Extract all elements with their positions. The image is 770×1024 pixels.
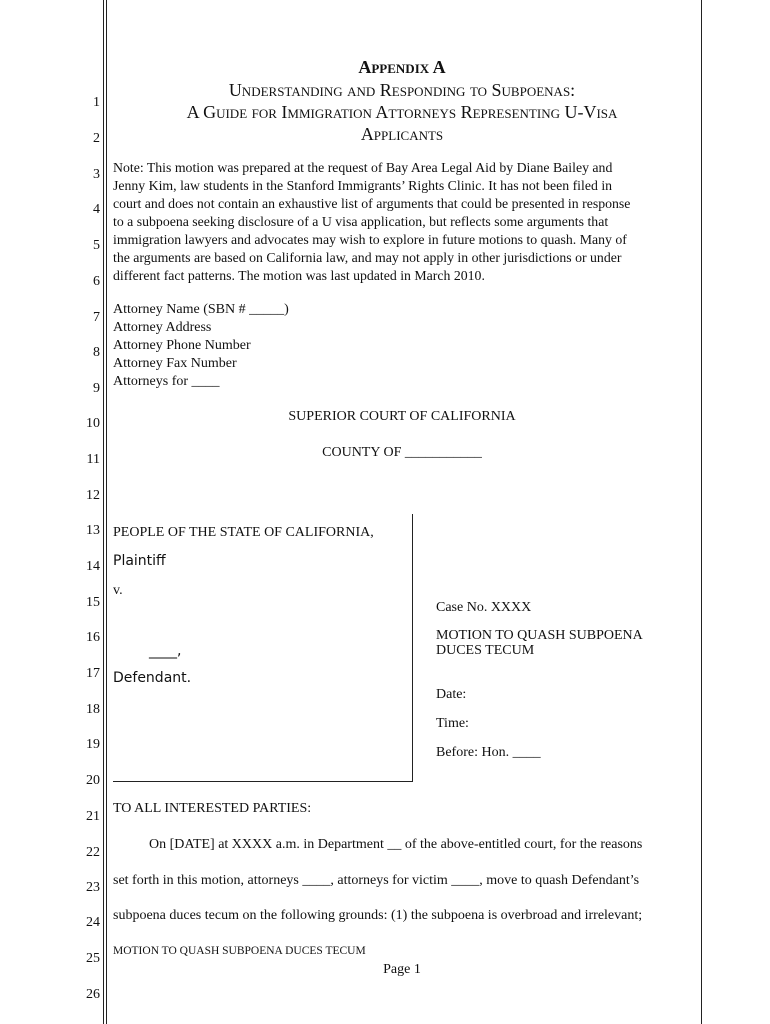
document-title-line: Applicants	[360, 124, 444, 144]
line-number: 9	[93, 381, 100, 396]
line-number: 23	[86, 880, 100, 895]
motion-title	[436, 628, 643, 658]
note-paragraph	[113, 159, 698, 285]
document-title-line: Understanding and Responding to Subpoenas:	[228, 80, 576, 100]
left-margin-rule-inner	[106, 0, 107, 1024]
right-margin-rule	[701, 0, 702, 1024]
note-line: different fact patterns. The motion was last updated in March 2010.	[113, 268, 485, 283]
attorney-fax: Attorney Fax Number	[113, 356, 237, 371]
attorney-phone: Attorney Phone Number	[113, 338, 251, 353]
line-number: 4	[93, 202, 100, 217]
line-number: 16	[86, 630, 100, 645]
line-number: 20	[86, 773, 100, 788]
motion-title-line: DUCES TECUM	[436, 643, 535, 658]
line-number: 26	[86, 987, 100, 1002]
line-number: 5	[93, 238, 100, 253]
note-line: the arguments are based on California law, and may not apply in other jurisdictions or under	[113, 250, 622, 265]
defendant-name: ____,	[149, 643, 182, 659]
line-number: 24	[86, 915, 100, 930]
attorney-address: Attorney Address	[113, 320, 212, 335]
document-title	[113, 79, 691, 145]
attorney-name: Attorney Name (SBN # _____)	[113, 302, 289, 317]
line-number: 25	[86, 951, 100, 966]
plaintiff-name: PEOPLE OF THE STATE OF CALIFORNIA,	[113, 525, 374, 540]
line-number: 6	[93, 274, 100, 289]
line-number: 14	[86, 559, 100, 574]
caption-divider-horizontal	[113, 781, 413, 782]
page-number: Page 1	[383, 962, 421, 977]
line-number: 13	[86, 523, 100, 538]
motion-title-line: MOTION TO QUASH SUBPOENA	[436, 628, 643, 643]
note-line: immigration lawyers and advocates may wish to explore in future motions to quash. Many of	[113, 232, 627, 247]
case-number: Case No. XXXX	[436, 600, 532, 615]
note-line: to a subpoena seeking disclosure of a U visa application, but reflects some arguments that	[113, 214, 609, 229]
defendant-label: Defendant.	[113, 670, 192, 686]
line-number: 11	[86, 452, 100, 467]
line-number: 3	[93, 167, 100, 182]
line-number: 10	[86, 416, 100, 431]
appendix-heading: Appendix A	[358, 57, 446, 77]
body-line: set forth in this motion, attorneys ____, attorneys for victim ____, move to quash Defendant’s	[113, 873, 640, 888]
note-line: Note: This motion was prepared at the request of Bay Area Legal Aid by Diane Bailey and	[113, 160, 613, 175]
body-line: On [DATE] at XXXX a.m. in Department __ of the above-entitled court, for the reasons	[149, 837, 643, 852]
caption-divider-vertical	[412, 514, 413, 782]
note-line: court and does not contain an exhaustive list of arguments that could be presented in response	[113, 196, 631, 211]
line-number: 12	[86, 488, 100, 503]
line-number: 18	[86, 702, 100, 717]
hearing-judge: Before: Hon. ____	[436, 745, 541, 760]
hearing-time: Time:	[436, 716, 469, 731]
versus: v.	[113, 583, 123, 598]
line-number: 8	[93, 345, 100, 360]
line-number: 2	[93, 131, 100, 146]
line-number: 22	[86, 845, 100, 860]
line-number: 7	[93, 310, 100, 325]
line-number: 19	[86, 737, 100, 752]
court-county: COUNTY OF ___________	[322, 445, 482, 460]
court-name: SUPERIOR COURT OF CALIFORNIA	[288, 409, 516, 424]
attorney-block	[113, 301, 289, 391]
line-number: 17	[86, 666, 100, 681]
salutation: TO ALL INTERESTED PARTIES:	[113, 801, 312, 816]
hearing-date: Date:	[436, 687, 467, 702]
line-number: 1	[93, 95, 100, 110]
line-number: 21	[86, 809, 100, 824]
body-line: subpoena duces tecum on the following grounds: (1) the subpoena is overbroad and irrelevant;	[113, 908, 643, 923]
attorneys-for: Attorneys for ____	[113, 374, 220, 389]
left-margin-rule-outer	[103, 0, 104, 1024]
plaintiff-label: Plaintiff	[113, 553, 166, 569]
line-number: 15	[86, 595, 100, 610]
note-line: Jenny Kim, law students in the Stanford Immigrants’ Rights Clinic. It has not been filed in	[113, 178, 613, 193]
footer-title: MOTION TO QUASH SUBPOENA DUCES TECUM	[113, 945, 366, 957]
document-title-line: A Guide for Immigration Attorneys Representing U-Visa	[186, 102, 618, 122]
